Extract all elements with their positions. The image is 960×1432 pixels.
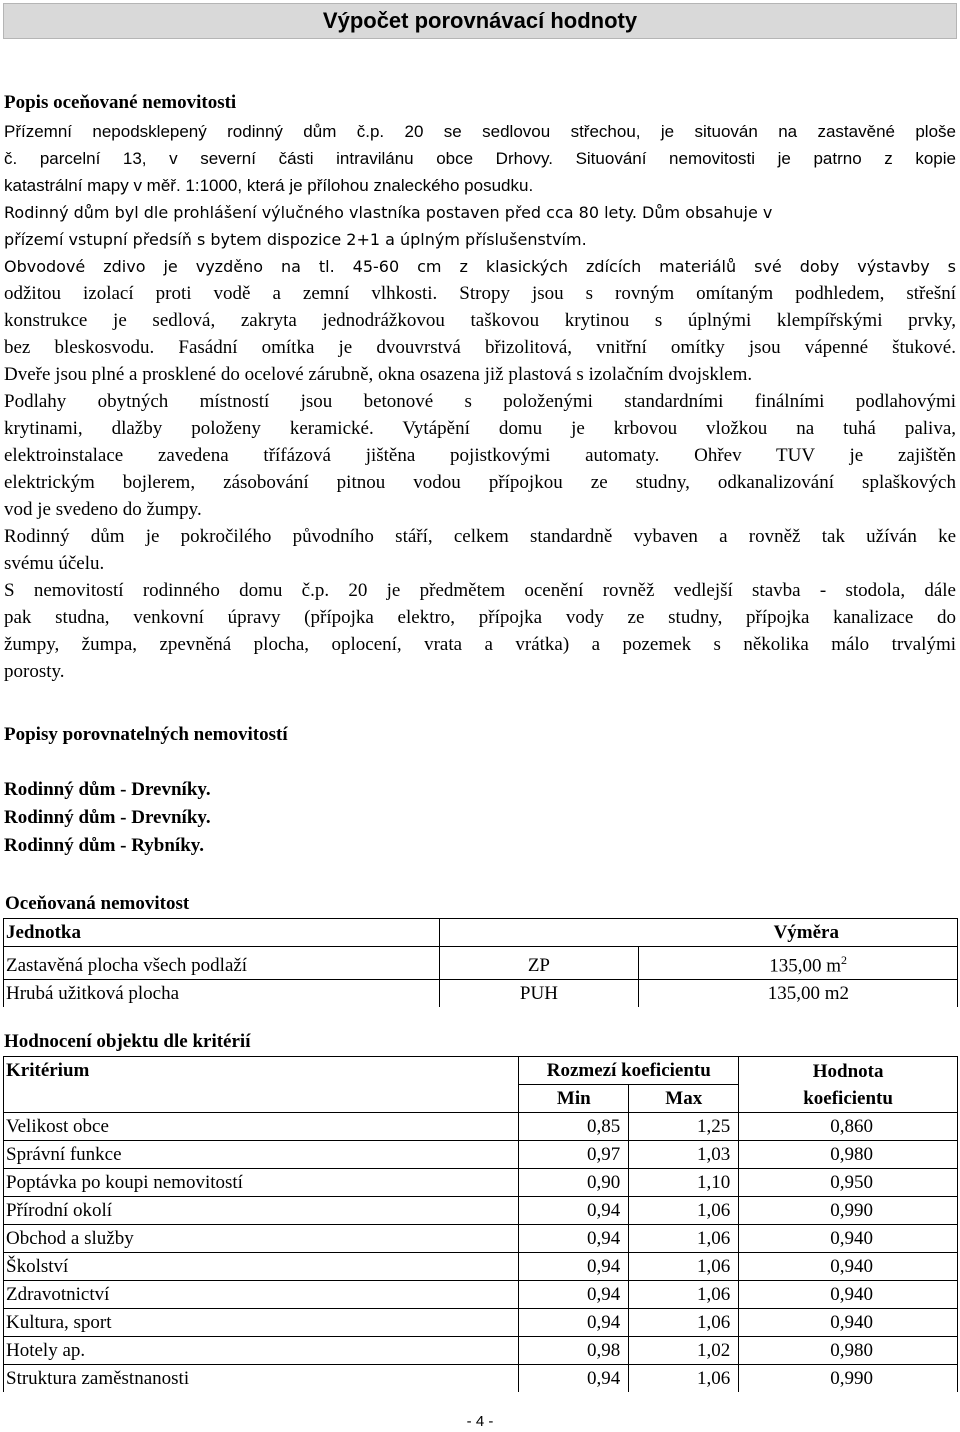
min-value: 0,85: [519, 1113, 629, 1141]
desc-line: krytinami, dlažby položeny keramické. Vytápění domu je krbovou vložkou na tuhá paliva,: [4, 418, 956, 439]
desc-line: svému účelu.: [4, 553, 105, 574]
row-label: Hrubá užitková plocha: [4, 980, 440, 1008]
max-value: 1,10: [629, 1169, 739, 1197]
desc-line: Přízemní nepodsklepený rodinný dům č.p. 20 se sedlovou střechou, je situován na zastavěné ploše: [4, 122, 956, 141]
col-max-header: Max: [629, 1085, 739, 1113]
desc-line: pak studna, venkovní úpravy (přípojka elektro, přípojka vody ze studny, přípojka kanalizace do: [4, 607, 956, 628]
desc-line: porosty.: [4, 661, 65, 682]
row-area-value: 135,00 m: [769, 955, 841, 977]
table-header-row: [4, 1085, 958, 1113]
max-value: 1,06: [629, 1309, 739, 1337]
min-value: 0,97: [519, 1141, 629, 1169]
col-range-header: Rozmezí koeficientu: [519, 1057, 739, 1085]
criterion-label: Hotely ap.: [4, 1337, 519, 1365]
criterion-label: Správní funkce: [4, 1141, 519, 1169]
table-row: [4, 1141, 958, 1169]
max-value: 1,02: [629, 1337, 739, 1365]
desc-line: Rodinný dům byl dle prohlášení výlučného vlastníka postaven před cca 80 lety. Dům obsahuje v: [4, 203, 773, 222]
desc-line: elektroinstalace zavedena třífázová jištěna pojistkovými automaty. Ohřev TUV je zajištěn: [4, 445, 956, 466]
valued-heading: Oceňovaná nemovitost: [5, 893, 190, 914]
page-title: Výpočet porovnávací hodnoty: [3, 3, 957, 39]
coefficient-value: 0,980: [739, 1337, 958, 1365]
table-row: [4, 1365, 958, 1393]
max-value: 1,06: [629, 1197, 739, 1225]
criterion-label: Velikost obce: [4, 1113, 519, 1141]
table-row: [4, 1337, 958, 1365]
comparable-item: Rodinný dům - Drevníky.: [4, 807, 211, 828]
table-row: [4, 1197, 958, 1225]
desc-line: Rodinný dům je pokročilého původního stáří, celkem standardně vybaven a rovněž tak užíván ke: [4, 526, 956, 547]
coefficient-value: 0,940: [739, 1309, 958, 1337]
min-value: 0,94: [519, 1281, 629, 1309]
col-value-header-1: Hodnota: [739, 1057, 958, 1085]
table-row: [4, 1225, 958, 1253]
min-value: 0,94: [519, 1197, 629, 1225]
max-value: 1,06: [629, 1225, 739, 1253]
row-abbr: PUH: [439, 980, 639, 1008]
desc-line: katastrální mapy v měř. 1:1000, která je přílohou znaleckého posudku.: [4, 176, 534, 195]
subject-heading: Popis oceňované nemovitosti: [4, 92, 237, 113]
criterion-label: Obchod a služby: [4, 1225, 519, 1253]
desc-line: vod je svedeno do žumpy.: [4, 499, 202, 520]
criterion-label: Kultura, sport: [4, 1309, 519, 1337]
row-abbr: ZP: [439, 947, 639, 980]
criterion-label: Zdravotnictví: [4, 1281, 519, 1309]
coefficient-value: 0,860: [739, 1113, 958, 1141]
coefficient-value: 0,950: [739, 1169, 958, 1197]
criteria-heading: Hodnocení objektu dle kritérií: [4, 1031, 251, 1052]
col-min-header: Min: [519, 1085, 629, 1113]
col-area-header: Výměra: [639, 919, 958, 947]
col-value-header-2: koeficientu: [739, 1085, 958, 1113]
comparable-item: Rodinný dům - Drevníky.: [4, 779, 211, 800]
max-value: 1,06: [629, 1365, 739, 1393]
coefficient-value: 0,940: [739, 1253, 958, 1281]
comparable-item: Rodinný dům - Rybníky.: [4, 835, 204, 856]
table-row: [4, 1169, 958, 1197]
coefficient-value: 0,990: [739, 1197, 958, 1225]
table-row: [4, 1253, 958, 1281]
row-label: Zastavěná plocha všech podlaží: [4, 947, 440, 980]
min-value: 0,90: [519, 1169, 629, 1197]
desc-line: bez bleskosvodu. Fasádní omítka je dvouvrstvá břizolitová, vnitřní omítky jsou vápenné štukové.: [4, 337, 956, 358]
table-row: [4, 947, 958, 980]
desc-line: Podlahy obytných místností jsou betonové s položenými standardními finálními podlahovými: [4, 391, 956, 412]
criteria-rows: [4, 1113, 958, 1393]
row-area: [639, 947, 958, 980]
table-row: [4, 1113, 958, 1141]
desc-line: odžitou izolací proti vodě a zemní vlhkosti. Stropy jsou s rovným omítaným podhledem, střešní: [4, 283, 956, 304]
criterion-label: Struktura zaměstnanosti: [4, 1365, 519, 1393]
min-value: 0,94: [519, 1225, 629, 1253]
table-row: [4, 1309, 958, 1337]
desc-line: Obvodové zdivo je vyzděno na tl. 45-60 cm z klasických zdících materiálů své doby výstavby s: [4, 257, 956, 276]
desc-line: Dveře jsou plné a prosklené do ocelové zárubně, okna osazena již plastová s izolačním dvojsklem.: [4, 364, 753, 385]
table-row: [4, 980, 958, 1008]
min-value: 0,94: [519, 1309, 629, 1337]
desc-line: žumpy, žumpa, zpevněná plocha, oplocení, vrata a vrátka) a pozemek s několika málo trvalými: [4, 634, 956, 655]
criteria-table: [3, 1056, 958, 1392]
max-value: 1,03: [629, 1141, 739, 1169]
comparables-heading: Popisy porovnatelných nemovitostí: [4, 724, 288, 745]
page-number: - 4 -: [466, 1413, 494, 1430]
row-area-sup: 2: [841, 953, 847, 967]
criterion-label: Školství: [4, 1253, 519, 1281]
coefficient-value: 0,940: [739, 1281, 958, 1309]
desc-line: S nemovitostí rodinného domu č.p. 20 je předmětem ocenění rovněž vedlejší stavba - stodola, dále: [4, 580, 956, 601]
desc-line: konstrukce je sedlová, zakryta jednodrážkovou taškovou krytinou s úplnými klempířskými prvky,: [4, 310, 956, 331]
desc-line: elektrickým bojlerem, zásobování pitnou vodou přípojkou ze studny, odkanalizování splaškových: [4, 472, 956, 493]
max-value: 1,25: [629, 1113, 739, 1141]
table-row: [4, 1281, 958, 1309]
min-value: 0,94: [519, 1365, 629, 1393]
max-value: 1,06: [629, 1253, 739, 1281]
min-value: 0,98: [519, 1337, 629, 1365]
valued-table: [3, 918, 958, 1007]
coefficient-value: 0,980: [739, 1141, 958, 1169]
table-header-row: [4, 1057, 958, 1085]
coefficient-value: 0,990: [739, 1365, 958, 1393]
desc-line: č. parcelní 13, v severní části intravilánu obce Drhovy. Situování nemovitosti je patrno z kopie: [4, 149, 956, 168]
desc-line: přízemí vstupní předsíň s bytem dispozice 2+1 a úplným příslušenstvím.: [4, 230, 587, 249]
table-header-row: [4, 919, 958, 947]
row-area: 135,00 m2: [639, 980, 958, 1008]
col-criterion-header: Kritérium: [4, 1057, 519, 1085]
min-value: 0,94: [519, 1253, 629, 1281]
criterion-label: Přírodní okolí: [4, 1197, 519, 1225]
criterion-label: Poptávka po koupi nemovitostí: [4, 1169, 519, 1197]
coefficient-value: 0,940: [739, 1225, 958, 1253]
col-unit-header: Jednotka: [4, 919, 440, 947]
max-value: 1,06: [629, 1281, 739, 1309]
